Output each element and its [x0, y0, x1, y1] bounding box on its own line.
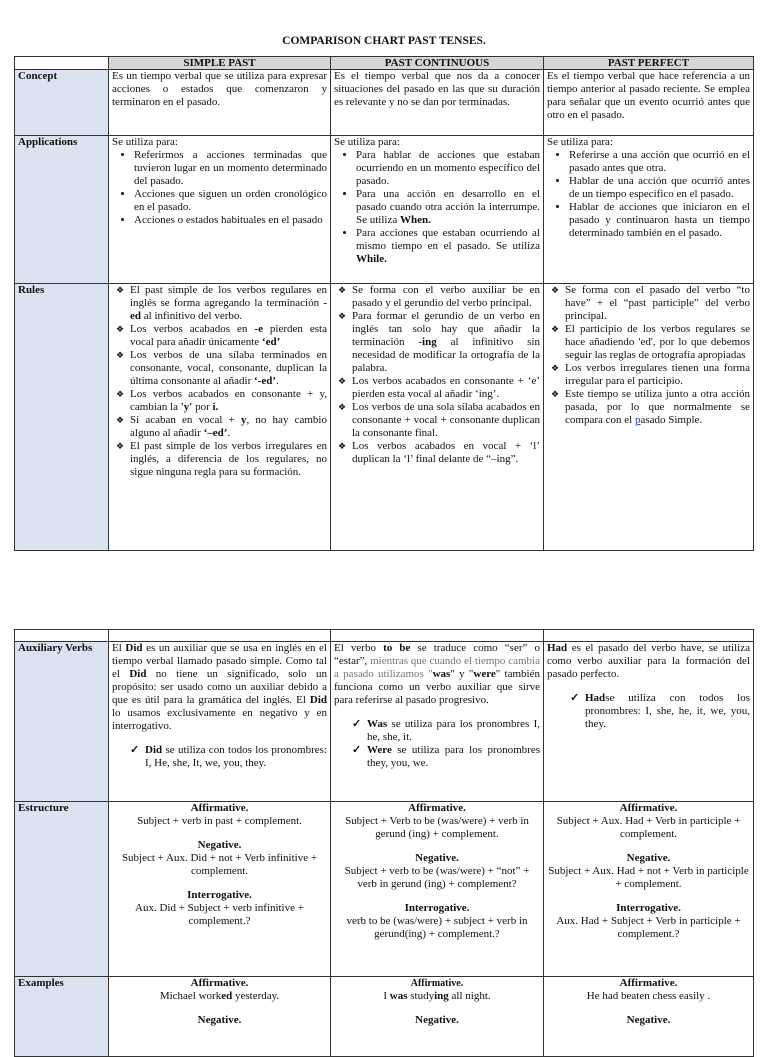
applications-intro: Se utiliza para: — [547, 136, 613, 148]
row-label-concept: Concept — [15, 70, 109, 136]
list-item: ❖ Este tiempo se utiliza junto a otra acción pasada, por lo que normalmente se compara con el pasado Simple. — [565, 388, 750, 427]
applications-simple-past — [109, 136, 331, 284]
structure-simple-past — [109, 802, 331, 977]
list-item: ❖ Si acaban en vocal + y, no hay cambio alguno al añadir ‘–ed’. — [130, 414, 327, 440]
list-item: • Hablar de acciones que iniciaron en el pasado y continuaron hasta un tiempo determinado también en el pasado. — [569, 201, 750, 240]
list-item: • Acciones que siguen un orden cronológico en el pasado. — [134, 188, 327, 214]
interrogative-formula: Aux. Did + Subject + verb infinitive + complement.? — [135, 902, 304, 927]
affirmative-heading: Affirmative. — [408, 802, 466, 814]
row-examples — [15, 977, 754, 1057]
applications-past-continuous — [331, 136, 544, 284]
list-item: ❖ Los verbos de una sola sílaba acabados en consonante + vocal + consonante duplican la consonante final. — [352, 401, 540, 440]
header-cell — [544, 630, 754, 642]
examples-past-continuous — [331, 977, 544, 1057]
negative-heading: Negative. — [626, 1014, 671, 1026]
concept-past-perfect: Es el tiempo verbal que hace referencia a un tiempo anterior al pasado reciente. Se emplea para señalar que un evento ocurrió antes que otro en el pasado. — [544, 70, 754, 136]
row-structure — [15, 802, 754, 977]
list-item: • Para acciones que estaban ocurriendo al mismo tiempo en el pasado. Se utiliza While. — [356, 227, 540, 266]
list-item: ❖ Se forma con el pasado del verbo “to have” + el “past participle” del verbo principal. — [565, 284, 750, 323]
list-item: ❖ El participio de los verbos regulares se hace añadiendo 'ed', por lo que debemos seguir las reglas de ortografía apropiadas — [565, 323, 750, 362]
header-cell — [15, 630, 109, 642]
example-sentence: Michael worked yesterday. — [159, 990, 280, 1002]
list-item: ❖ Los verbos de una sílaba terminados en consonante, vocal, consonante, duplican la última consonante al añadir ‘-ed’. — [130, 349, 327, 388]
list-item: ❖ Los verbos irregulares tienen una forma irregular para el participio. — [565, 362, 750, 388]
header-cell — [109, 630, 331, 642]
negative-heading: Negative. — [626, 852, 671, 864]
negative-heading: Negative. — [415, 1014, 459, 1026]
row-label-auxiliary-verbs: Auxiliary Verbs — [15, 642, 109, 802]
row-label-applications: Applications — [15, 136, 109, 284]
list-item: • Hablar de una acción que ocurrió antes de un tiempo específico en el pasado. — [569, 175, 750, 201]
row-concept — [15, 70, 754, 136]
affirmative-formula: Subject + Verb to be (was/were) + verb in gerund (ing) + complement. — [345, 815, 529, 840]
negative-heading: Negative. — [197, 839, 242, 851]
list-item: ❖ Para formar el gerundio de un verbo en inglés tan solo hay que añadir la terminación -ing al infinitivo sin necesidad de modificar la ortografía de la palabra. — [352, 310, 540, 375]
negative-formula: Subject + Aux. Had + not + Verb in participle + complement. — [548, 865, 749, 890]
list-item: ❖ Los verbos acabados en -e pierden esta vocal para añadir únicamente ‘ed’ — [130, 323, 327, 349]
affirmative-heading: Affirmative. — [619, 802, 678, 814]
negative-heading: Negative. — [415, 852, 459, 864]
list-item: ✓ Were se utiliza para los pronombres they, you, we. — [367, 744, 540, 770]
rules-simple-past — [109, 284, 331, 551]
list-item: ❖ Los verbos acabados en vocal + ‘l’ duplican la ‘l’ final delante de “–ing”. — [352, 440, 540, 466]
header-past-perfect: PAST PERFECT — [544, 57, 754, 70]
auxiliary-text: El verbo to be se traduce como “ser” o “estar”, mientras que cuando el tiempo cambia a pasado utilizamos "was" y "were" también funciona como un verbo auxiliar que sirve para referirse al pasado progresivo. — [334, 642, 540, 706]
applications-intro: Se utiliza para: — [112, 136, 178, 148]
affirmative-formula: Subject + verb in past + complement. — [137, 815, 302, 827]
list-item: ✓ Was se utiliza para los pronombres I, he, she, it. — [367, 718, 540, 744]
structure-past-perfect — [544, 802, 754, 977]
row-auxiliary-verbs — [15, 642, 754, 802]
list-item: • Para una acción en desarrollo en el pasado cuando otra acción la interrumpe. Se utiliza When. — [356, 188, 540, 227]
page-title: COMPARISON CHART PAST TENSES. — [282, 35, 486, 47]
auxiliary-simple-past — [109, 642, 331, 802]
row-rules — [15, 284, 754, 551]
row-applications — [15, 136, 754, 284]
auxiliary-past-continuous — [331, 642, 544, 802]
interrogative-formula: verb to be (was/were) + subject + verb in gerund(ing) + complement.? — [346, 915, 528, 940]
interrogative-formula: Aux. Had + Subject + Verb in participle + complement.? — [556, 915, 741, 940]
header-cell — [331, 630, 544, 642]
list-item: • Referirse a una acción que ocurrió en el pasado antes que otra. — [569, 149, 750, 175]
auxiliary-past-perfect — [544, 642, 754, 802]
rules-past-continuous — [331, 284, 544, 551]
auxiliary-text: Had es el pasado del verbo have, se utiliza como verbo auxiliar para la formación del pasado perfecto. — [547, 642, 750, 680]
applications-intro: Se utiliza para: — [334, 136, 400, 148]
list-item: ❖ Los verbos acabados en consonante + y, cambian la 'y' por i. — [130, 388, 327, 414]
comparison-table-2 — [14, 629, 754, 1057]
examples-simple-past — [109, 977, 331, 1057]
affirmative-heading: Affirmative. — [190, 802, 249, 814]
header-row — [15, 57, 754, 70]
interrogative-heading: Interrogative. — [616, 902, 681, 914]
applications-past-perfect — [544, 136, 754, 284]
comparison-table-1 — [14, 56, 754, 551]
structure-past-continuous — [331, 802, 544, 977]
row-label-structure: Estructure — [15, 802, 109, 977]
header-past-continuous: PAST CONTINUOUS — [331, 57, 544, 70]
row-label-examples: Examples — [15, 977, 109, 1057]
examples-past-perfect — [544, 977, 754, 1057]
list-item: ❖ El past simple de los verbos regulares en inglés se forma agregando la terminación -ed al infinitivo del verbo. — [130, 284, 327, 323]
list-item: ❖ Se forma con el verbo auxiliar be en pasado y el gerundio del verbo principal. — [352, 284, 540, 310]
concept-past-continuous: Es el tiempo verbal que nos da a conocer situaciones del pasado en las que su duración es relevante y no se dan por terminadas. — [331, 70, 544, 136]
list-item: • Para hablar de acciones que estaban ocurriendo en un momento específico del pasado. — [356, 149, 540, 188]
affirmative-heading: Affirmative. — [619, 977, 678, 989]
header-row-empty — [15, 630, 754, 642]
concept-simple-past: Es un tiempo verbal que se utiliza para expresar acciones o estados que comenzaron y terminaron en el pasado. — [109, 70, 331, 136]
negative-formula: Subject + verb to be (was/were) + “not” + verb in gerund (ing) + complement? — [344, 865, 530, 890]
affirmative-heading: Affirmative. — [190, 977, 249, 989]
negative-formula: Subject + Aux. Did + not + Verb infinitive + complement. — [121, 852, 318, 877]
affirmative-heading: Affirmative. — [410, 978, 464, 989]
list-item: ✓ Hadse utiliza con todos los pronombres: I, she, he, it, we, you, they. — [585, 692, 750, 731]
rules-past-perfect — [544, 284, 754, 551]
row-label-rules: Rules — [15, 284, 109, 551]
interrogative-heading: Interrogative. — [187, 889, 252, 901]
header-corner — [15, 57, 109, 70]
negative-heading: Negative. — [197, 1014, 242, 1026]
auxiliary-text: El Did es un auxiliar que se usa en inglés en el tiempo verbal llamado pasado simple. Como tal el Did no tiene un significado, solo un propósito: ser usado como un auxiliar debido a que es útil para la gramática del inglés. El Did lo usamos exclusivamente en negativo y en interrogativo. — [112, 642, 327, 732]
example-sentence: I was studying all night. — [383, 990, 491, 1002]
interrogative-heading: Interrogative. — [404, 902, 470, 914]
list-item: ❖ Los verbos acabados en consonante + ‘e’ pierden esta vocal al añadir ‘ing’. — [352, 375, 540, 401]
list-item: ❖ El past simple de los verbos irregulares en inglés, a diferencia de los regulares, no sigue ninguna regla para su formación. — [130, 440, 327, 479]
header-simple-past: SIMPLE PAST — [109, 57, 331, 70]
list-item: • Acciones o estados habituales en el pasado — [134, 214, 327, 227]
example-sentence: He had beaten chess easily . — [586, 990, 711, 1002]
list-item: ✓ Did se utiliza con todos los pronombres: I, He, she, It, we, you, they. — [145, 744, 327, 770]
list-item: • Referirmos a acciones terminadas que tuvieron lugar en un momento determinado del pasado. — [134, 149, 327, 188]
affirmative-formula: Subject + Aux. Had + Verb in participle + complement. — [556, 815, 741, 840]
